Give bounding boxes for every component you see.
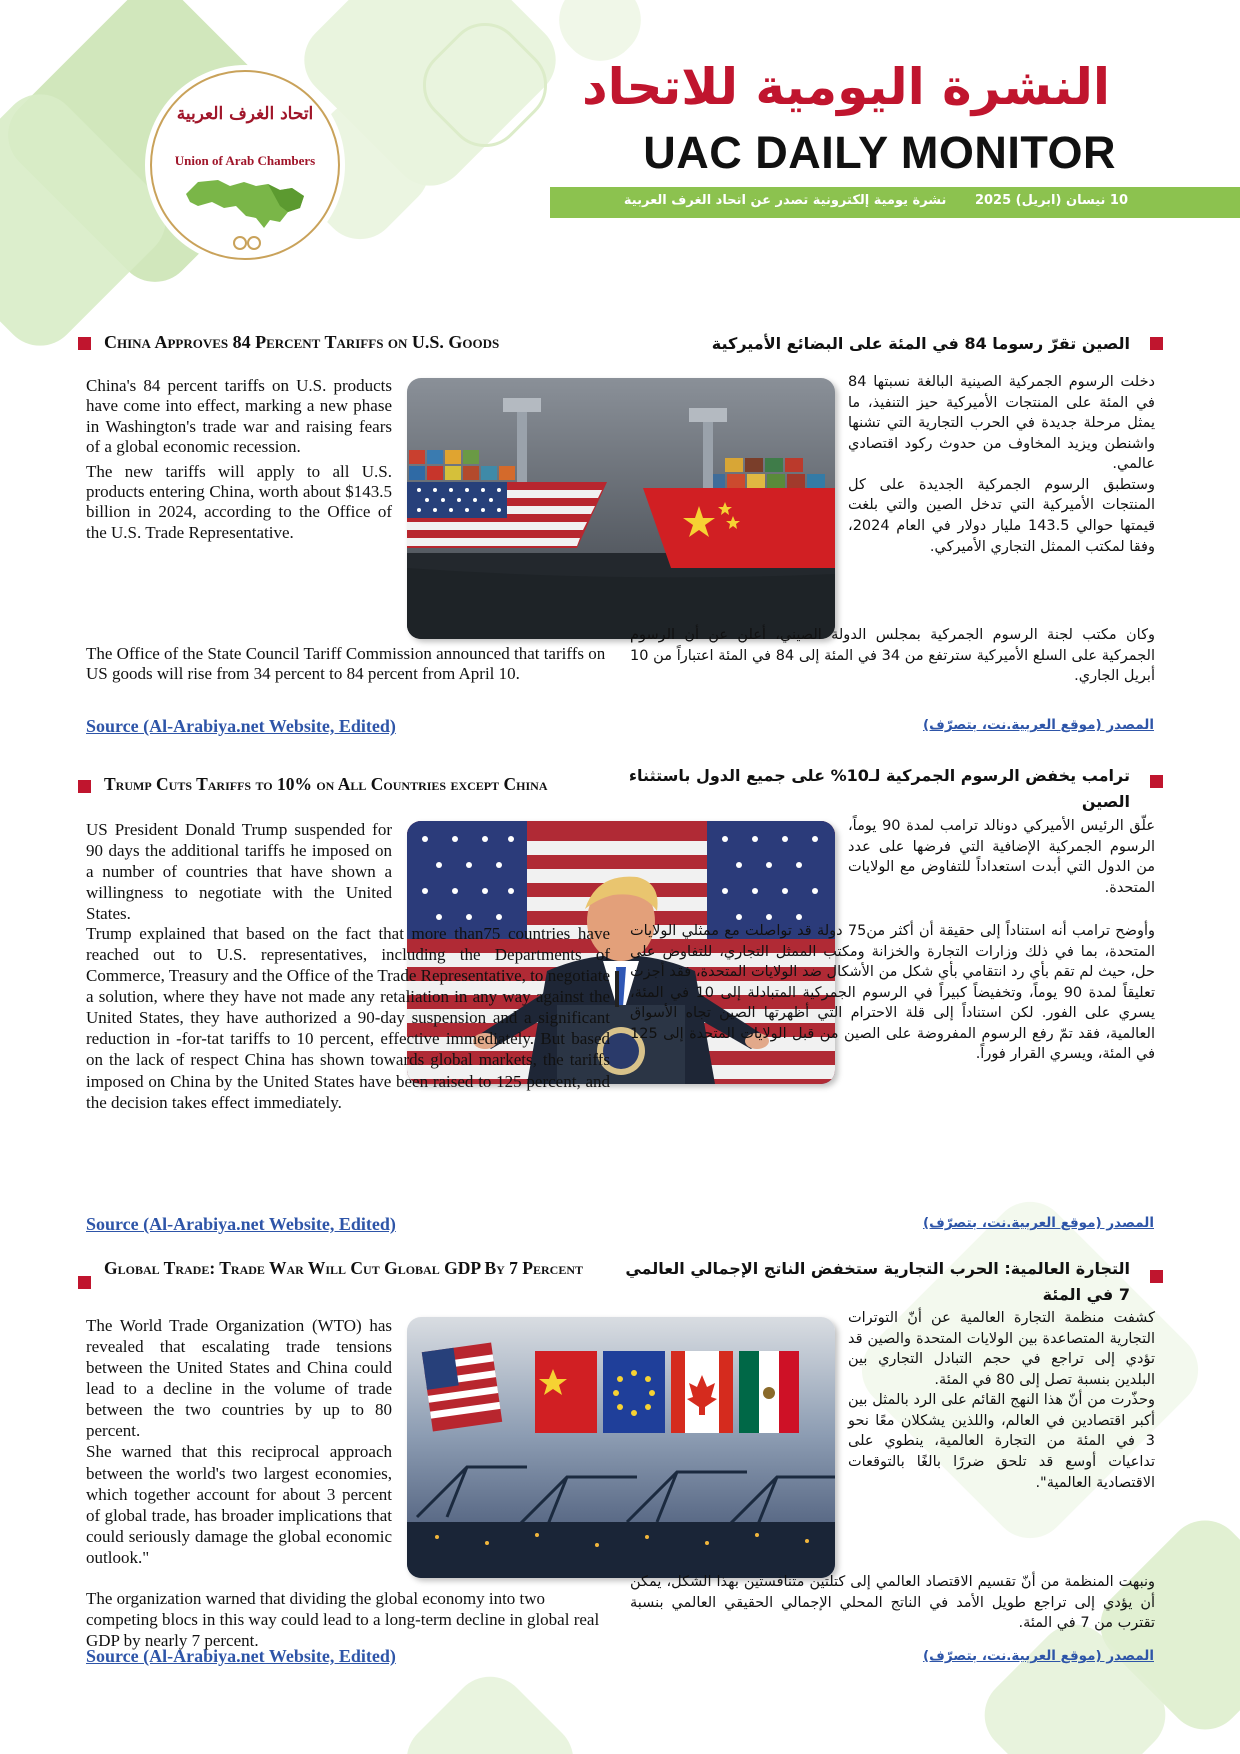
china-container [535,1351,597,1433]
logo-arabic-text: اتحاد الغرف العربية [176,104,314,124]
article-3-body-ar-column [848,1308,1155,1493]
article-3-paragraph-en: The World Trade Organization (WTO) has revealed that escalating trade tensions between the United States and China could lead to a decline in the volume of trade between the two countries by up to 80 percent. [86,1316,392,1441]
article-1-paragraph-ar: وستطبق الرسوم الجمركية الجديدة على كل المنتجات الأميركية التي تدخل الصين والتي بلغت قيمتها حوالي 143.5 مليار دولار في العام 2024، وفقا لمكتب الممثل التجاري الأميركي. [848,476,1156,555]
section-marker [78,1276,91,1289]
eu-container [603,1351,665,1433]
article-3-paragraph-en: She warned that this reciprocal approach between the world's two largest economies, which together account for about 3 percent of global trade, has broader implications that could seriously damage the global economic outlook." [86,1442,392,1567]
article-2-body-ar-column [848,816,1155,898]
article-3-paragraph-ar: كشفت منظمة التجارة العالمية عن أنّ التوترات التجارية المتصاعدة بين الولايات المتحدة والصين قد تؤدي إلى تراجع في حجم التبادل التجاري بين البلدين بنسبة تصل إلى 80 في المئة. [848,1310,1155,1388]
article-1-title-ar: الصين تقرّ رسوما 84 في المئة على البضائع الأميركية [711,334,1130,353]
flag-containers-port-photo [407,1317,835,1578]
article-1-body-ar-wide [630,625,1155,687]
article-1-body-ar-column [848,372,1155,557]
article-3-title-ar: التجارة العالمية: الحرب التجارية ستخفض الناتج الإجمالي العالمي 7 في المئة [625,1259,1130,1305]
section-marker [1150,1270,1163,1283]
article-1-paragraph-ar: دخلت الرسوم الجمركية الصينية البالغة نسبتها 84 في المئة على المنتجات الأميركية حيز التنفيذ، ما يمثل مرحلة جديدة في الحرب التجارية التي تشنها واشنطن ويزيد المخاوف من حدوث ركود اقتصادي عالمي. [848,374,1155,473]
masthead-title-arabic: النشرة اليومية للاتحاد [582,58,1110,116]
article-2-paragraph-ar: علّق الرئيس الأميركي دونالد ترامب لمدة 90 يوماً، الرسوم الجمركية الإضافية التي فرضها على عدد من الدول التي أبدت استعداداً للتفاوض مع الولايات المتحدة. [848,818,1155,896]
article-3-paragraph-en: The organization warned that dividing the global economy into two competing blocs in this way could lead to a long-term decline in global real GDP by nearly 7 percent. [86,1589,600,1651]
masthead-band [550,187,1240,218]
article-3-photo [407,1317,835,1578]
us-container [422,1343,502,1432]
masthead-title-english: UAC DAILY MONITOR [643,127,1116,178]
mexico-container [739,1351,799,1433]
article-1-paragraph-en: The Office of the State Council Tariff Commission announced that tariffs on US goods will rise from 34 percent to 84 percent from April 10. [86,644,606,684]
article-3-body-ar-wrap [630,1572,1155,1634]
article-1-source-en-link[interactable]: Source (Al-Arabiya.net Website, Edited) [86,716,396,736]
article-3-body-en-column [86,1315,392,1568]
article-2-source-ar-link[interactable]: المصدر (موقع العربية.نت، بتصرّف) [922,1215,1154,1231]
article-3-source-ar-link[interactable]: المصدر (موقع العربية.نت، بتصرّف) [922,1648,1154,1664]
article-1-body-en-column [86,376,392,543]
cargo-ships-photo [407,378,835,639]
article-3-source-en-link[interactable]: Source (Al-Arabiya.net Website, Edited) [86,1646,396,1666]
article-3-body-en-wrap [86,1588,610,1651]
article-1-source-ar-link[interactable]: المصدر (موقع العربية.نت، بتصرّف) [922,717,1154,733]
article-2-paragraph-en: Trump explained that based on the fact that more than75 countries have reached out to U.S. representatives, including the Departments of Commerce, Treasury and the Office of the Trade Representative, to negotiate a solution, where they have not made any retaliation in any way against the United States, they have authorized a 90-day suspension and a significant reduction in -for-tat tariffs to 10 percent, effective immediately. But based on the lack of respect China has shown towards global markets, the tariffs imposed on China by the United States have been raised to 125 percent, and the decision takes effect immediately. [86,924,610,1112]
section-marker [1150,775,1163,788]
article-2-title-en: Trump Cuts Tariffs to 10% on All Countries except China [104,774,548,794]
article-3-paragraph-ar: ونبهت المنظمة من أنّ تقسيم الاقتصاد العالمي إلى كتلتين متنافستين بهذا الشكل، يمكن أن يؤدي إلى تراجع طويل الأمد في الناتج المحلي الإجمالي الحقيقي العالمي بنسبة تقترب من 7 في المئة. [630,1574,1155,1632]
article-1-title-en: China Approves 84 Percent Tariffs on U.S. Goods [104,332,500,352]
article-2-body-ar-wrap [630,921,1155,1065]
article-3-paragraph-ar: وحذّرت من أنّ هذا النهج القائم على الرد بالمثل بين أكبر اقتصادين في العالم، واللذين يشكلان معًا نحو 3 في المئة من التجارة العالمية، ينطوي على تداعيات أوسع قد تلحق ضررًا بالغًا بالتوقعات الاقتصادية العالمية". [848,1392,1155,1491]
article-2-paragraph-ar: وأوضح ترامب أنه استناداً إلى حقيقة أن أكثر من75 دولة قد تواصلت مع ممثلي الولايات المتحدة، بما في ذلك وزارات التجارة والخزانة ومكتب الممثل التجاري، للتفاوض على حل، حيث لم تقم بأي رد انتقامي بأي شكل من الأشكال ضد الولايات المتحدة، فقد أجزت تعليقاً لمدة 90 يوماً، وتخفيضاً كبيراً في الرسوم الجمركية المتبادلة إلى 10 في المئة، يسري على الفور. لكن استناداً إلى قلة الاحترام التي أظهرتها الصين تجاه الأسواق العالمية، فقد تمّ رفع الرسوم المفروضة على الصين من قبل الولايات المتحدة إلى 125 في المئة، ويسري القرار فوراً. [630,923,1155,1063]
background-shape [391,1661,589,1754]
logo-english-text: Union of Arab Chambers [174,153,316,168]
article-2-body-en-wrap [86,923,610,1113]
section-marker [78,337,91,350]
article-2-title-ar: ترامب يخفض الرسوم الجمركية لـ10% على جميع الدول باستثناء الصين [628,766,1130,812]
arab-world-map-icon [184,172,310,230]
canada-container [671,1351,733,1433]
union-logo [150,70,340,260]
section-marker [1150,337,1163,350]
issue-date: 10 نيسان (ابريل) 2025 [974,193,1128,208]
masthead-band-text [624,193,1128,208]
article-1-paragraph-en: China's 84 percent tariffs on U.S. products have come into effect, marking a new phase in Washington's trade war and raising fears of a global economic recession. [86,376,392,457]
article-1-paragraph-ar: وكان مكتب لجنة الرسوم الجمركية بمجلس الدولة الصيني، أعلن عن أن الرسوم الجمركية على السلع الأميركية سترتفع من 34 في المئة إلى 84 في المئة اعتباراً من 10 أبريل الجاري. [630,627,1155,685]
article-2-source-en-link[interactable]: Source (Al-Arabiya.net Website, Edited) [86,1214,396,1234]
article-1-body-en-wide [86,644,608,685]
article-2-paragraph-en: US President Donald Trump suspended for 90 days the additional tariffs he imposed on a number of countries that have shown a willingness to negotiate with the United States. [86,820,392,924]
section-marker [78,780,91,793]
tagline: نشرة يومية إلكترونية تصدر عن اتحاد الغرف العربية [623,193,947,208]
article-2-body-en-column [86,819,392,924]
article-3-title-en: Global Trade: Trade War Will Cut Global GDP By 7 Percent [104,1258,583,1278]
emblem-ornament-icon [230,232,264,254]
article-1-photo [407,378,835,639]
article-1-paragraph-en: The new tariffs will apply to all U.S. products entering China, worth about $143.5 billion in 2024, according to the Office of the U.S. Trade Representative. [86,461,392,542]
